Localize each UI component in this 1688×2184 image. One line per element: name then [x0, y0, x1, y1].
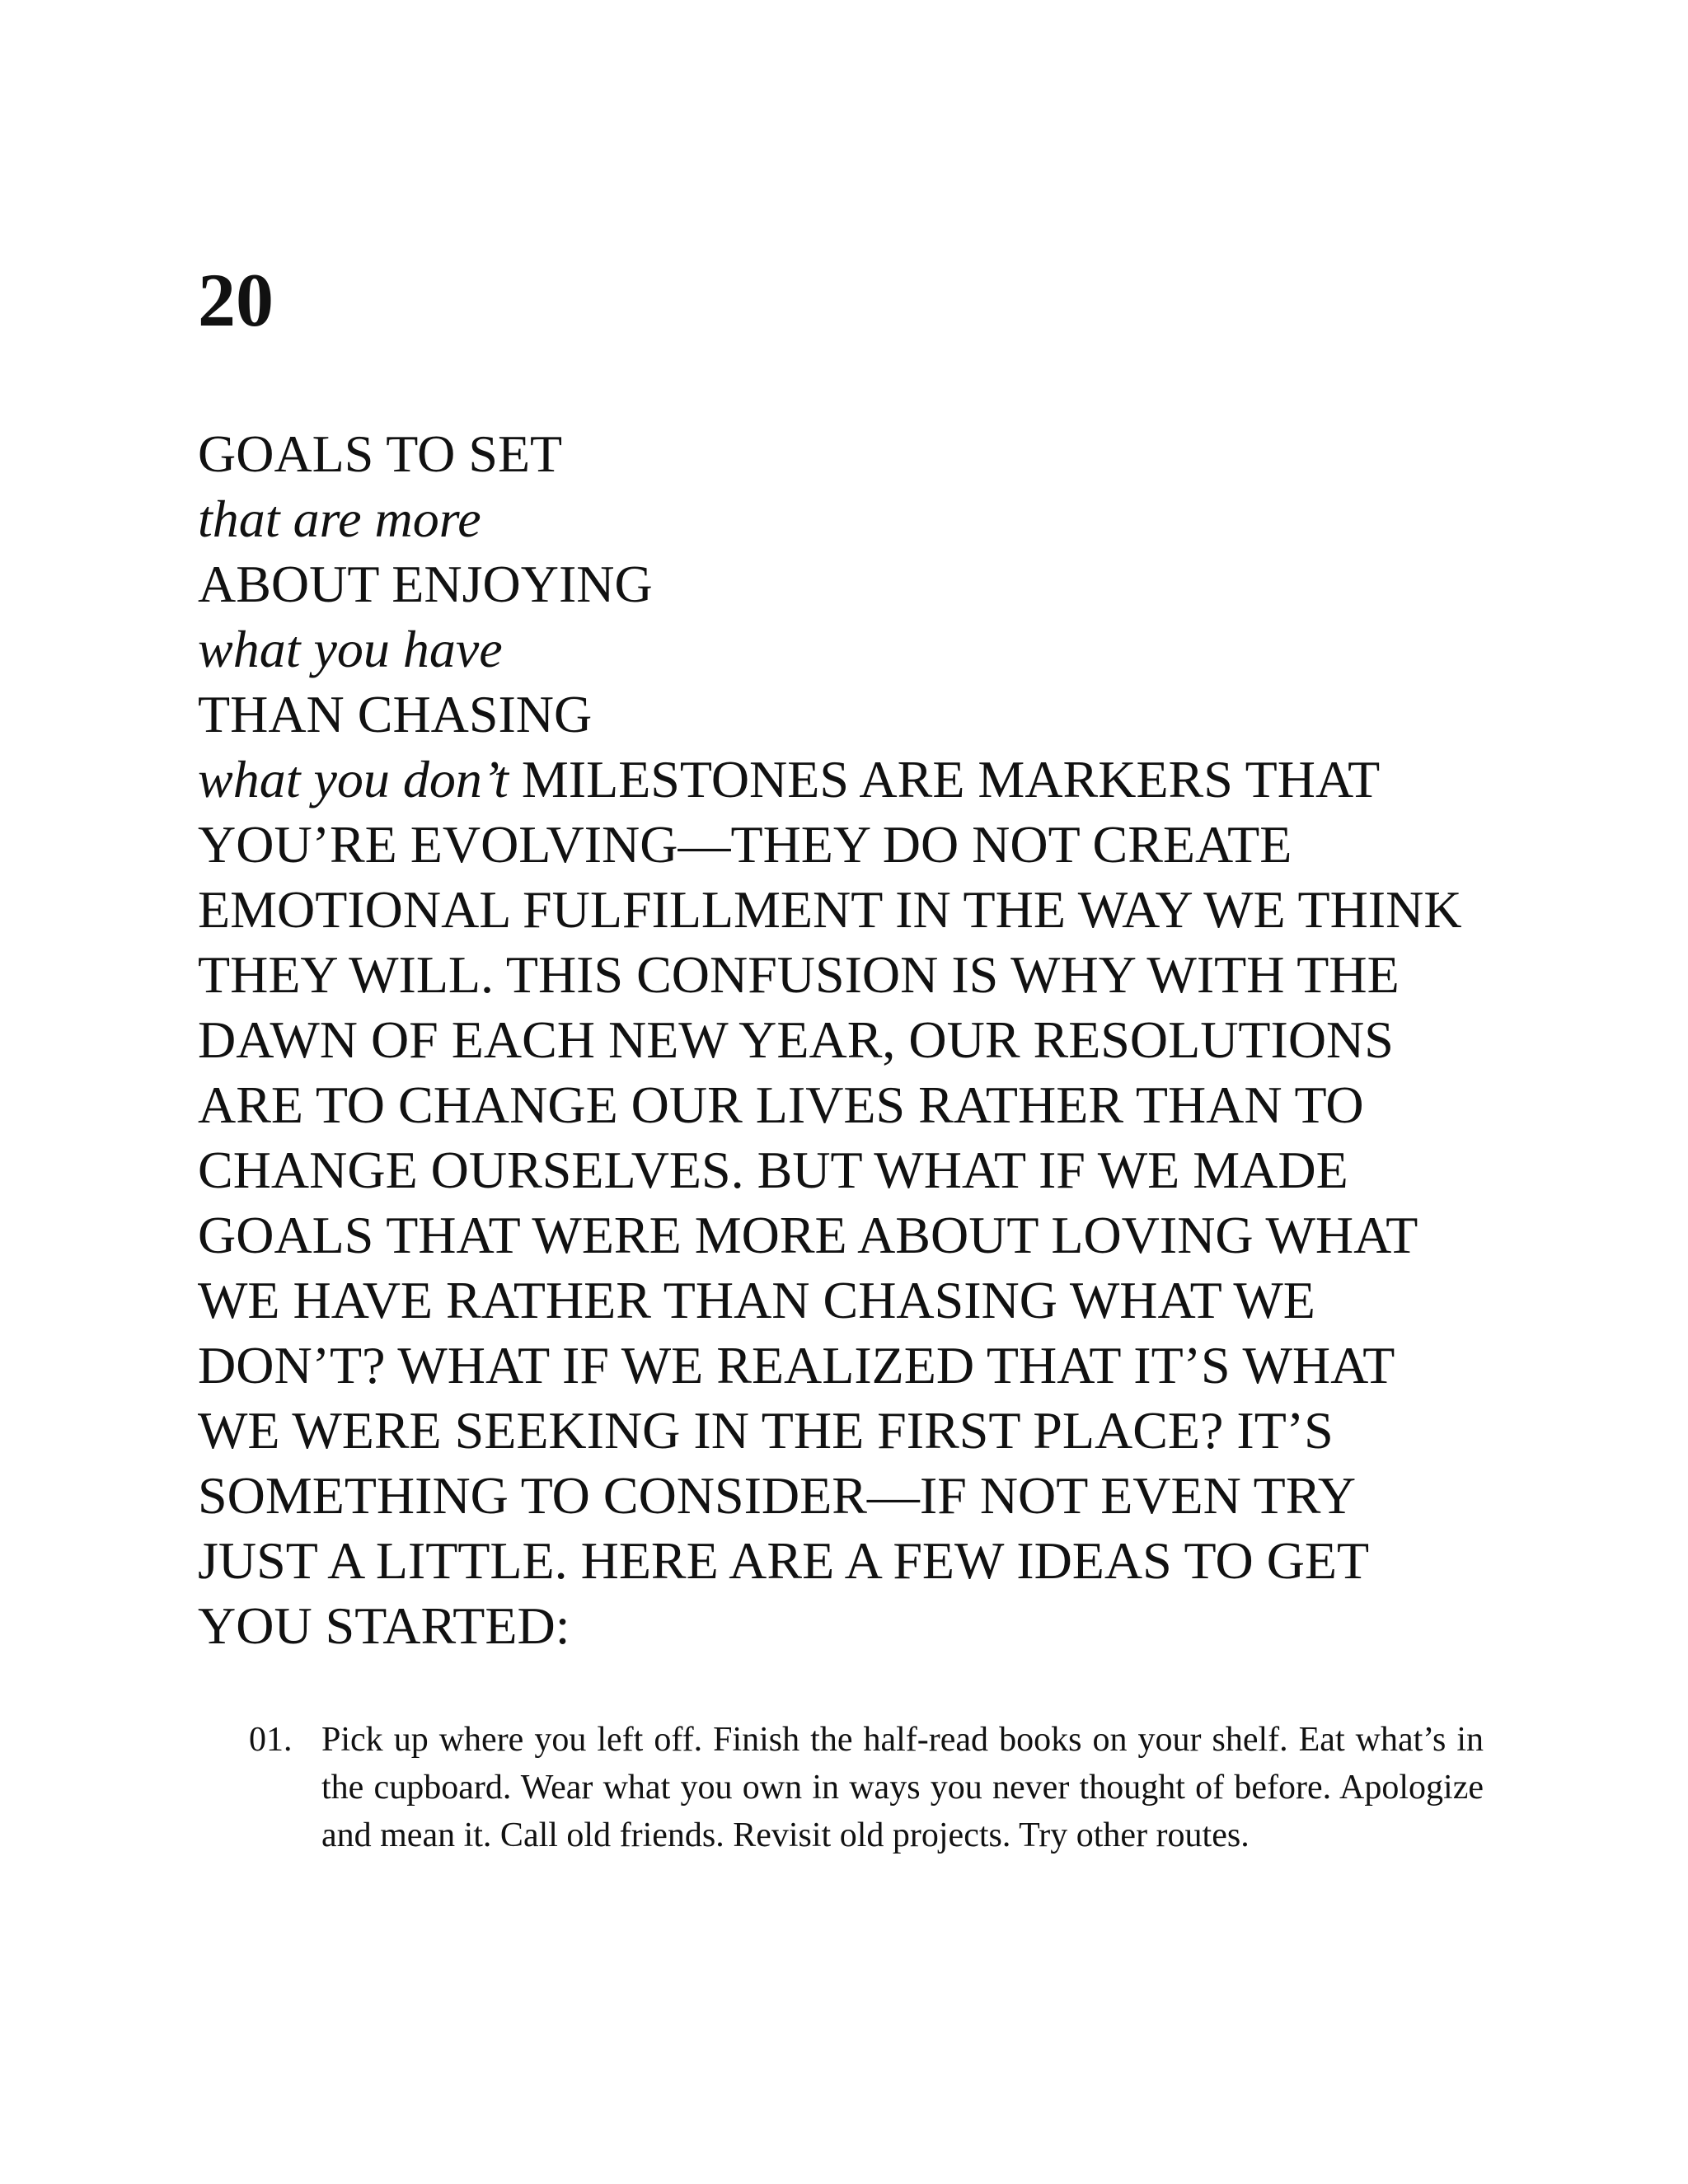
list-item-number: 01. [249, 1721, 293, 1759]
chapter-heading [198, 421, 1484, 1658]
intro-text: MILESTONES ARE MARKERS THAT YOU’RE EVOLVING—THEY DO NOT CREATE EMOTIONAL FULFILLMENT IN THE WAY WE THINK THEY WILL. THIS CONFUSION IS WHY WITH THE DAWN OF EACH NEW YEAR, OUR RESOLUTIONS ARE TO CHANGE OUR LIVES RATHER THAN TO CHANGE OURSELVES. BUT WHAT IF WE MADE GOALS THAT WERE MORE ABOUT LOVING WHAT WE HAVE RATHER THAN CHASING WHAT WE DON’T? WHAT IF WE REALIZED THAT IT’S WHAT WE WERE SEEKING IN THE FIRST PLACE? IT’S SOMETHING TO CONSIDER—IF NOT EVEN TRY JUST A LITTLE. HERE ARE A FEW IDEAS TO GET YOU STARTED: [198, 750, 1462, 1655]
heading-line-about-enjoying: ABOUT ENJOYING [198, 555, 653, 613]
heading-line-goals: GOALS TO SET [198, 424, 563, 483]
chapter-number: 20 [198, 258, 274, 342]
heading-line-than-chasing: THAN CHASING [198, 685, 593, 743]
list-item [198, 1716, 1484, 1859]
heading-line-what-you-have: what you have [198, 620, 503, 678]
ideas-list [198, 1716, 1484, 1859]
heading-body-paragraph [198, 750, 1462, 1655]
list-item-text: Pick up where you left off. Finish the half-read books on your shelf. Eat what’s in the cupboard. Wear what you own in ways you never thought of before. Apologize and mean it. Call old friends. Revisit old projects. Try other routes. [321, 1721, 1484, 1854]
heading-line-that-are-more: that are more [198, 490, 481, 548]
heading-line-what-you-dont: what you don’t [198, 750, 509, 808]
